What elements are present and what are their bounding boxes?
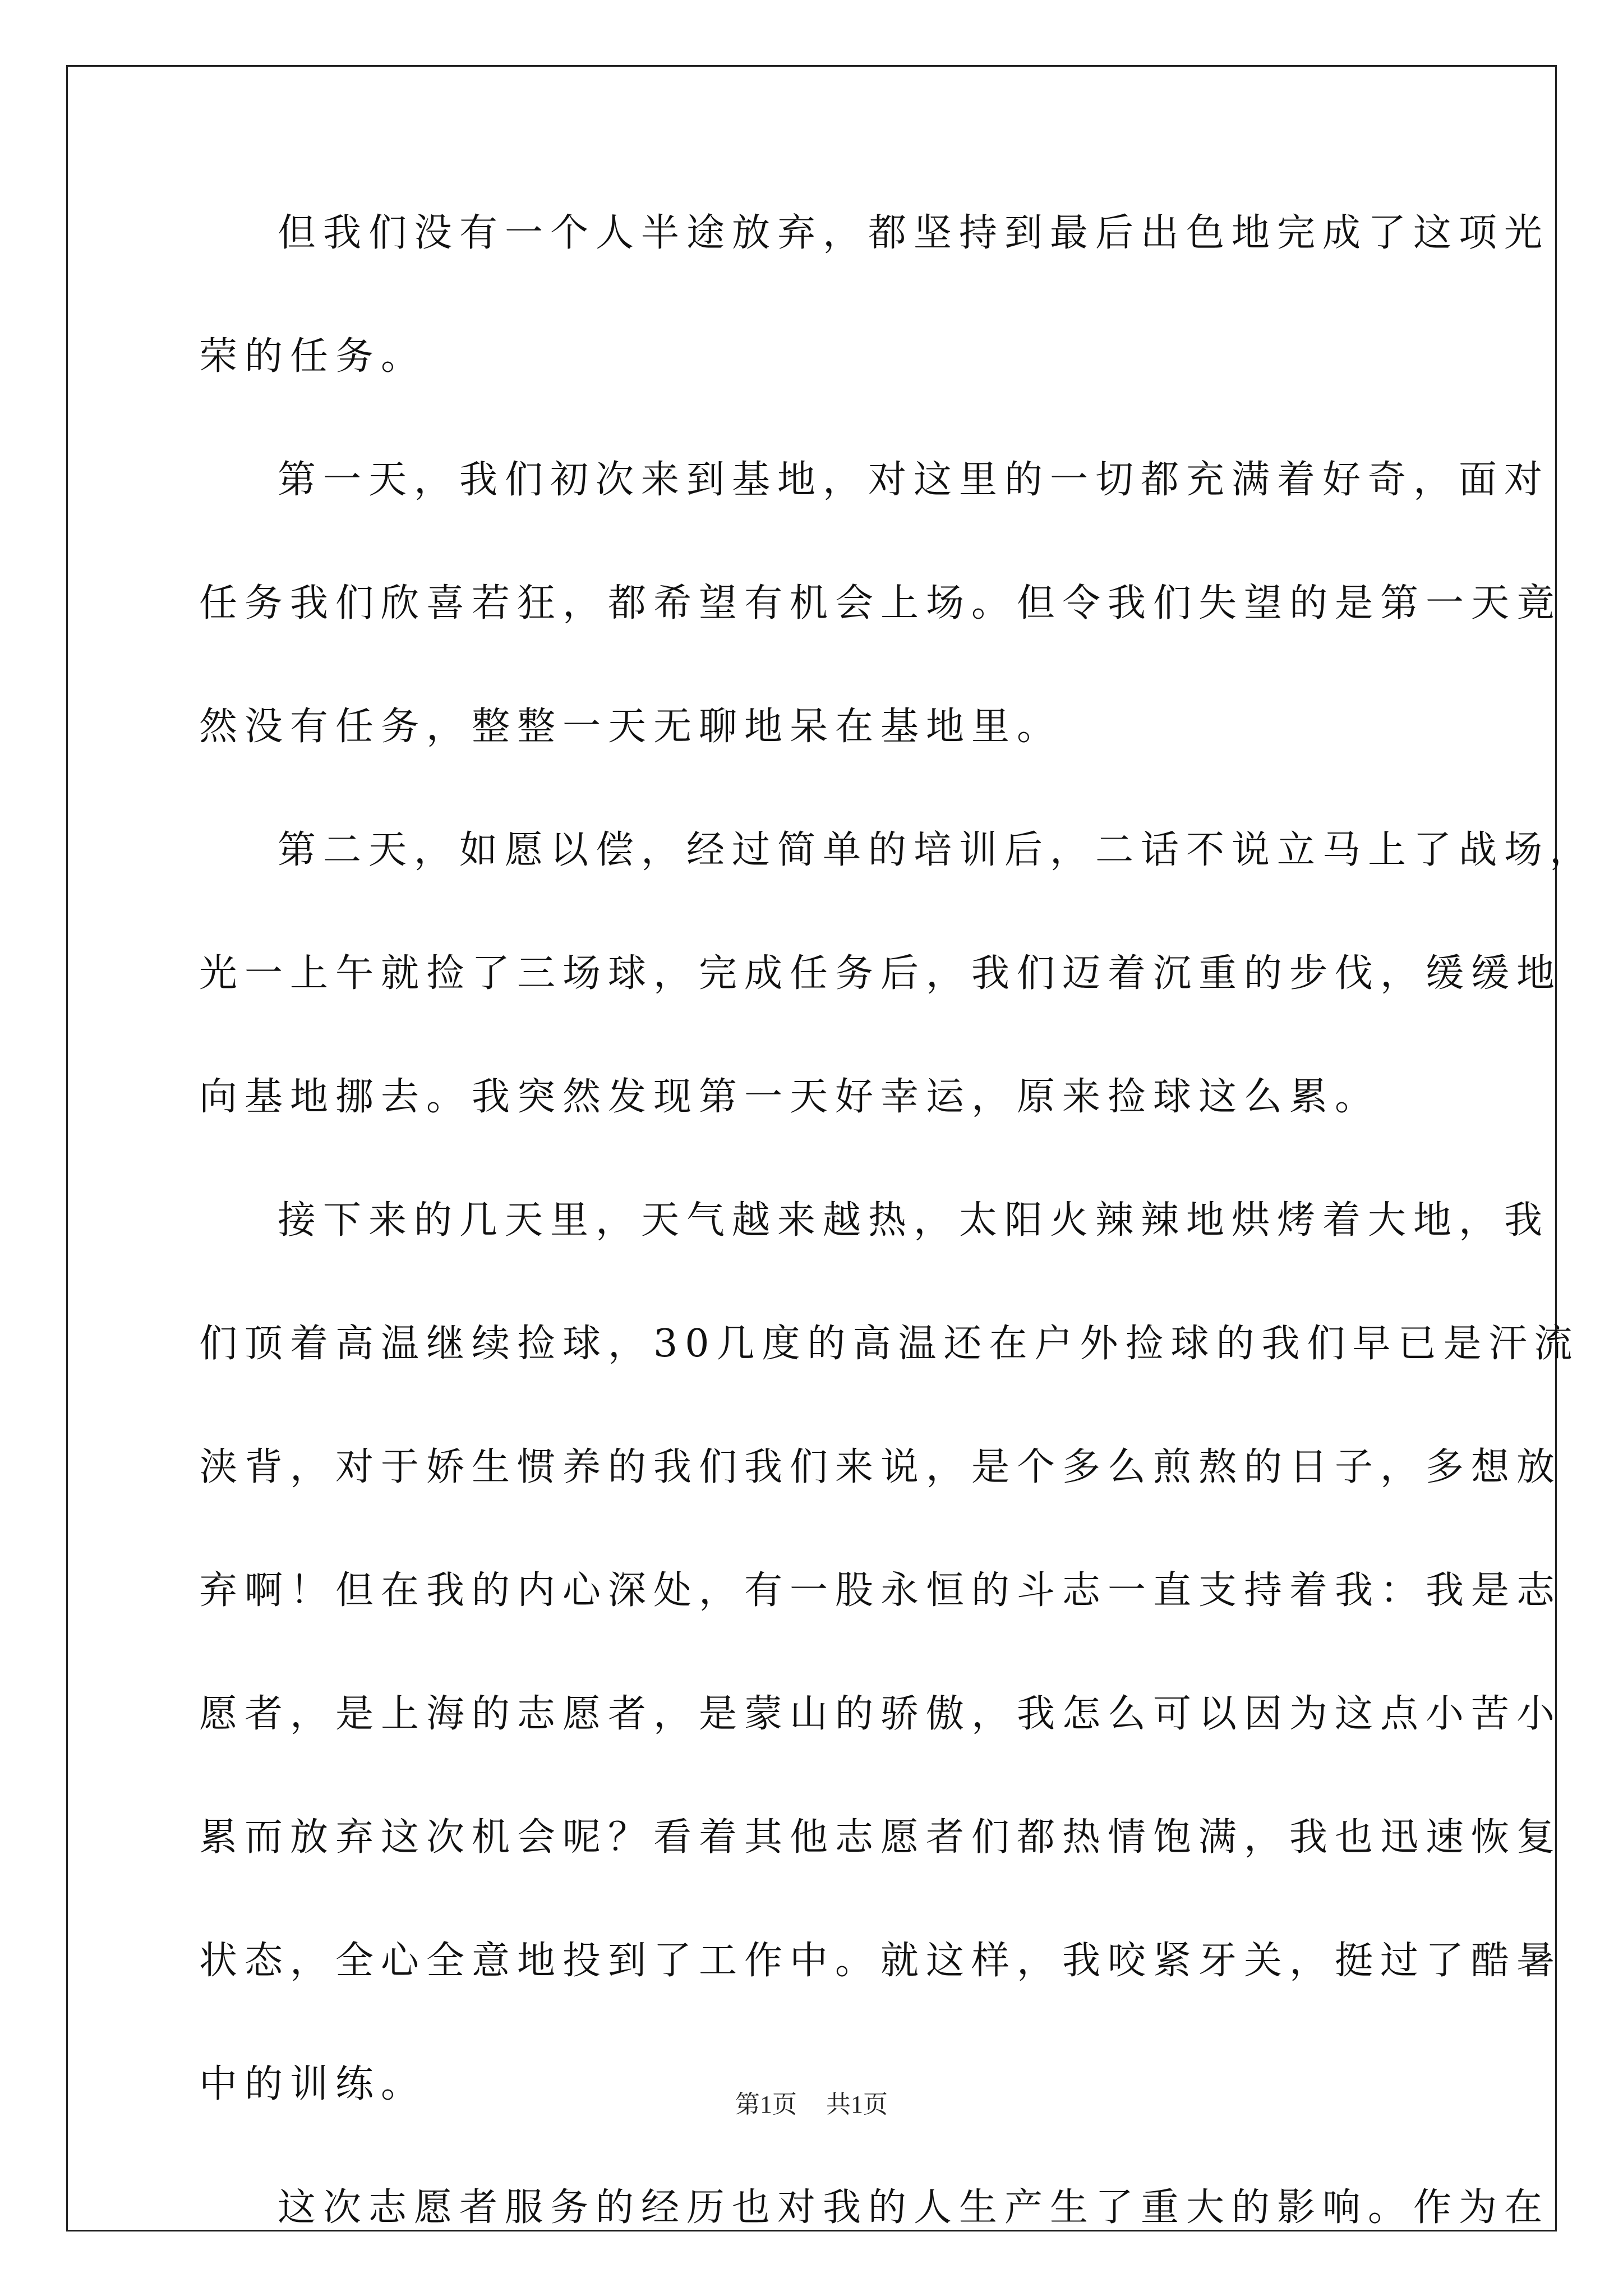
text-line: 荣的任务。 — [199, 334, 427, 379]
text-line: 浃背，对于娇生惯养的我们我们来说，是个多么煎熬的日子，多想放 — [199, 1445, 1562, 1489]
text-line: 弃啊！但在我的内心深处，有一股永恒的斗志一直支持着我：我是志 — [199, 1568, 1562, 1613]
text-line: 这次志愿者服务的经历也对我的人生产生了重大的影响。作为在 — [278, 2185, 1550, 2230]
text-line: 第一天，我们初次来到基地，对这里的一切都充满着好奇，面对 — [278, 458, 1550, 502]
page-total: 共1页 — [826, 2091, 888, 2118]
text-line: 愿者，是上海的志愿者，是蒙山的骄傲，我怎么可以因为这点小苦小 — [199, 1692, 1562, 1736]
text-line: 中的训练。 — [199, 2062, 427, 2106]
text-line: 们顶着高温继续捡球，30几度的高温还在户外捡球的我们早已是汗流 — [199, 1322, 1580, 1366]
document-body — [199, 211, 1596, 2230]
text-line: 但我们没有一个人半途放弃，都坚持到最后出色地完成了这项光 — [278, 211, 1550, 255]
page-number: 第1页 — [735, 2091, 797, 2118]
text-line: 状态，全心全意地投到了工作中。就这样，我咬紧牙关，挺过了酷暑 — [199, 1939, 1562, 1983]
text-line: 第二天，如愿以偿，经过简单的培训后，二话不说立马上了战场， — [278, 828, 1596, 872]
text-line: 任务我们欣喜若狂，都希望有机会上场。但令我们失望的是第一天竟 — [199, 581, 1562, 625]
text-line: 然没有任务，整整一天无聊地呆在基地里。 — [199, 705, 1063, 749]
text-line: 向基地挪去。我突然发现第一天好幸运，原来捡球这么累。 — [199, 1075, 1381, 1119]
text-line: 光一上午就捡了三场球，完成任务后，我们迈着沉重的步伐，缓缓地 — [199, 951, 1562, 996]
text-line: 累而放弃这次机会呢？看着其他志愿者们都热情饱满，我也迅速恢复 — [199, 1815, 1562, 1860]
text-line: 接下来的几天里，天气越来越热，太阳火辣辣地烘烤着大地，我 — [278, 1198, 1550, 1243]
page-footer — [0, 2088, 1623, 2122]
